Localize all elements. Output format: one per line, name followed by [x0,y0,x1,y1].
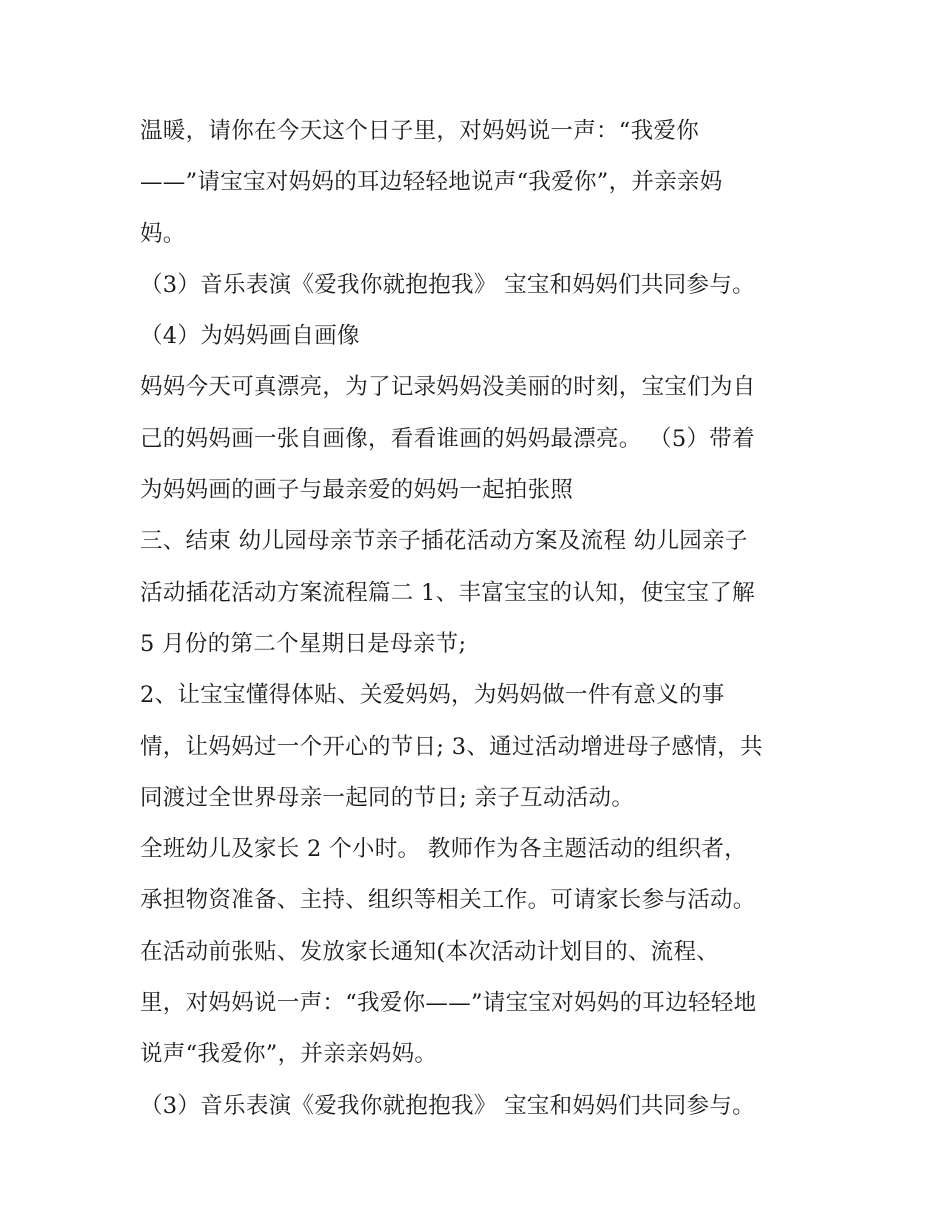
text-line: 妈。 [140,220,186,247]
text-line: ——”请宝宝对妈妈的耳边轻轻地说声“我爱你”，并亲亲妈 [140,169,723,196]
document-body [140,106,830,1132]
text-line: （4）为妈妈画自画像 [140,323,360,350]
text-line: 活动插花活动方案流程篇二 1、丰富宝宝的认知，使宝宝了解 [140,579,755,606]
text-line: 为妈妈画的画子与最亲爱的妈妈一起拍张照 [140,477,574,504]
text-line: 2、让宝宝懂得体贴、关爱妈妈，为妈妈做一件有意义的事 [140,682,725,709]
text-line: 在活动前张贴、发放家长通知(本次活动计划目的、流程、 [140,938,720,965]
text-line: 情，让妈妈过一个开心的节日; 3、通过活动增进母子感情，共 [140,733,763,760]
text-line: 同渡过全世界母亲一起同的节日; 亲子互动活动。 [140,784,635,811]
text-line: 妈妈今天可真漂亮，为了记录妈妈没美丽的时刻，宝宝们为自 [140,374,756,401]
text-line: 己的妈妈画一张自画像，看看谁画的妈妈最漂亮。 （5）带着 [140,425,755,452]
text-line: 里，对妈妈说一声：“我爱你——”请宝宝对妈妈的耳边轻轻地 [140,990,757,1017]
text-line: 全班幼儿及家长 2 个小时。 教师作为各主题活动的组织者， [140,836,747,863]
text-line: 温暖，请你在今天这个日子里，对妈妈说一声：“我爱你 [140,118,700,144]
text-line: 说声“我爱你”，并亲亲妈妈。 [140,1041,438,1068]
text-line: 三、结束 幼儿园母亲节亲子插花活动方案及流程 幼儿园亲子 [140,528,748,555]
text-line: 承担物资准备、主持、组织等相关工作。可请家长参与活动。 [140,887,756,914]
text-line: （3）音乐表演《爱我你就抱抱我》 宝宝和妈妈们共同参与。 [140,1092,755,1119]
text-line: 5 月份的第二个星期日是母亲节; [140,630,467,657]
text-line: （3）音乐表演《爱我你就抱抱我》 宝宝和妈妈们共同参与。 [140,271,755,298]
